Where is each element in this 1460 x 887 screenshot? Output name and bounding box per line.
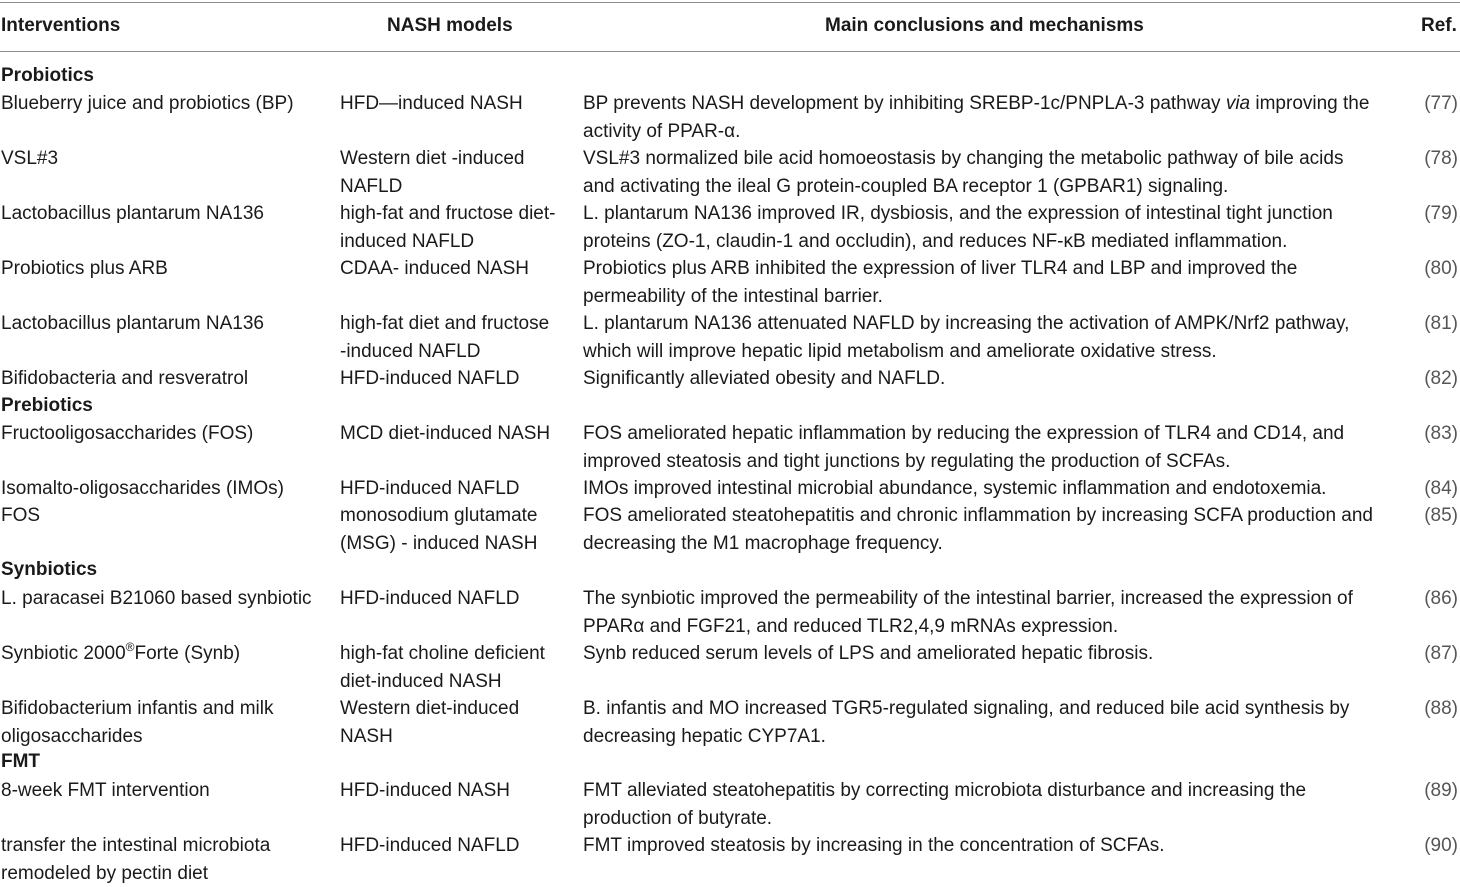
- intervention-cell: VSL#3: [1, 148, 59, 169]
- model-cell: MCD diet-induced NASH: [340, 423, 551, 444]
- group-fmt: FMT: [1, 751, 41, 772]
- ref-cell: (78): [1424, 148, 1458, 169]
- model-cell: monosodium glutamate (MSG) - induced NASH: [340, 505, 538, 554]
- ref-cell: (90): [1424, 835, 1458, 856]
- conclusion-cell: L. plantarum NA136 improved IR, dysbiosis, and the expression of intestinal tight junction proteins (ZO-1, claudin-1 and occludin), and reduces NF-κB mediated inflammation.: [583, 203, 1333, 252]
- conclusion-cell: The synbiotic improved the permeability of the intestinal barrier, increased the expression of PPARα and FGF21, and reduced TLR2,4,9 mRNAs expression.: [583, 588, 1353, 637]
- model-cell: HFD-induced NAFLD: [340, 835, 520, 856]
- top-rule: [0, 2, 1460, 3]
- conclusion-cell: FMT improved steatosis by increasing in the concentration of SCFAs.: [583, 835, 1165, 856]
- group-prebiotics: Prebiotics: [1, 395, 93, 416]
- intervention-cell: FOS: [1, 505, 41, 526]
- intervention-cell: Bifidobacterium infantis and milk oligosaccharides: [1, 698, 274, 747]
- intervention-cell: Lactobacillus plantarum NA136: [1, 313, 264, 334]
- conclusion-cell: FMT alleviated steatohepatitis by correcting microbiota disturbance and increasing the production of butyrate.: [583, 780, 1307, 829]
- intervention-cell: Blueberry juice and probiotics (BP): [1, 93, 294, 114]
- conclusion-cell: Significantly alleviated obesity and NAFLD.: [583, 368, 946, 389]
- header-rule: [0, 51, 1460, 52]
- conclusion-cell: IMOs improved intestinal microbial abundance, systemic inflammation and endotoxemia.: [583, 478, 1327, 499]
- model-cell: HFD—induced NASH: [340, 93, 523, 114]
- intervention-cell: Bifidobacteria and resveratrol: [1, 368, 249, 389]
- conclusion-cell: Probiotics plus ARB inhibited the expression of liver TLR4 and LBP and improved the permeability of the intestinal barrier.: [583, 258, 1298, 307]
- model-cell: high-fat choline deficient diet-induced NASH: [340, 643, 545, 692]
- intervention-cell: transfer the intestinal microbiota remodeled by pectin diet: [1, 835, 271, 884]
- ref-cell: (81): [1424, 313, 1458, 334]
- intervention-cell: Fructooligosaccharides (FOS): [1, 423, 254, 444]
- ref-cell: (85): [1424, 505, 1458, 526]
- model-cell: high-fat diet and fructose -induced NAFLD: [340, 313, 550, 362]
- model-cell: Western diet-induced NASH: [340, 698, 520, 747]
- ref-cell: (88): [1424, 698, 1458, 719]
- ref-cell: (86): [1424, 588, 1458, 609]
- model-cell: HFD-induced NAFLD: [340, 368, 520, 389]
- model-cell: CDAA- induced NASH: [340, 258, 530, 279]
- conclusion-cell: FOS ameliorated hepatic inflammation by reducing the expression of TLR4 and CD14, and improved steatosis and tight junctions by regulating the production of SCFAs.: [583, 423, 1345, 472]
- group-probiotics: Probiotics: [1, 65, 94, 86]
- conclusion-cell: BP prevents NASH development by inhibiting SREBP-1c/PNPLA-3 pathway via improving the activity of PPAR-α.: [583, 93, 1370, 142]
- intervention-cell: L. paracasei B21060 based synbiotic: [1, 588, 312, 609]
- ref-cell: (80): [1424, 258, 1458, 279]
- model-cell: HFD-induced NAFLD: [340, 588, 520, 609]
- conclusion-cell: VSL#3 normalized bile acid homoeostasis by changing the metabolic pathway of bile acids and activating the ileal G protein-coupled BA receptor 1 (GPBAR1) signaling.: [583, 148, 1344, 197]
- ref-cell: (89): [1424, 780, 1458, 801]
- model-cell: HFD-induced NASH: [340, 780, 510, 801]
- ref-cell: (77): [1424, 93, 1458, 114]
- model-cell: high-fat and fructose diet- induced NAFLD: [340, 203, 556, 252]
- group-synbiotics: Synbiotics: [1, 559, 98, 580]
- ref-cell: (83): [1424, 423, 1458, 444]
- ref-cell: (79): [1424, 203, 1458, 224]
- registered-mark: ®: [125, 639, 135, 654]
- header-nash-models: NASH models: [387, 15, 513, 36]
- intervention-cell: Lactobacillus plantarum NA136: [1, 203, 264, 224]
- conclusion-cell: L. plantarum NA136 attenuated NAFLD by increasing the activation of AMPK/Nrf2 pathway, which will improve hepatic lipid metabolism and ameliorate oxidative stress.: [583, 313, 1350, 362]
- ref-cell: (84): [1424, 478, 1458, 499]
- intervention-cell: 8-week FMT intervention: [1, 780, 210, 801]
- model-cell: Western diet -induced NAFLD: [340, 148, 525, 197]
- ref-cell: (87): [1424, 643, 1458, 664]
- header-conclusions: Main conclusions and mechanisms: [825, 15, 1144, 36]
- intervention-cell: Synbiotic 2000®Forte (Synb): [1, 639, 241, 664]
- conclusion-cell: B. infantis and MO increased TGR5-regulated signaling, and reduced bile acid synthesis by decreasing hepatic CYP7A1.: [583, 698, 1350, 747]
- intervention-cell: Isomalto-oligosaccharides (IMOs): [1, 478, 284, 499]
- header-ref: Ref.: [1421, 15, 1457, 36]
- header-interventions: Interventions: [1, 15, 121, 36]
- ref-cell: (82): [1424, 368, 1458, 389]
- conclusion-cell: FOS ameliorated steatohepatitis and chronic inflammation by increasing SCFA production and decreasing the M1 macrophage frequency.: [583, 505, 1373, 554]
- intervention-cell: Probiotics plus ARB: [1, 258, 168, 279]
- model-cell: HFD-induced NAFLD: [340, 478, 520, 499]
- conclusion-cell: Synb reduced serum levels of LPS and ameliorated hepatic fibrosis.: [583, 643, 1154, 664]
